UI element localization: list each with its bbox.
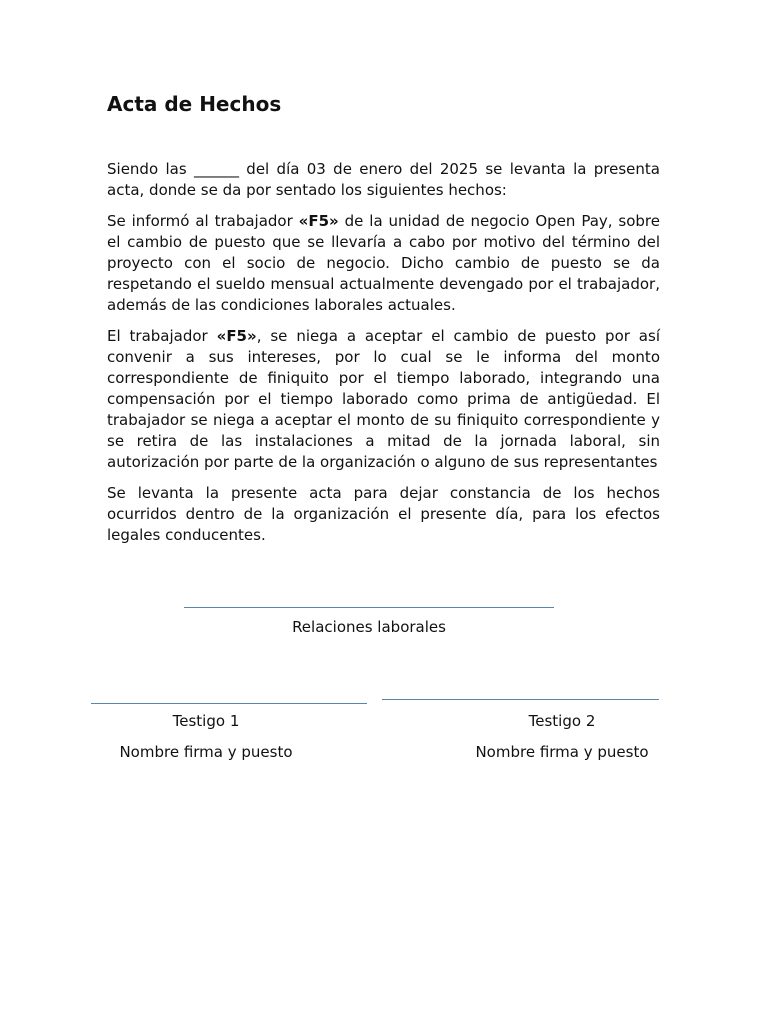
paragraph-closing: Se levanta la presente acta para dejar constancia de los hechos ocurridos dentro de la organización el presente día, para los efectos legales conducentes. (107, 484, 660, 544)
signature-line-labor-relations (184, 607, 554, 608)
signature-label-labor-relations: Relaciones laborales (292, 618, 446, 636)
document-body (107, 159, 660, 556)
employee-merge-field: «F5» (298, 212, 339, 230)
signature-line-witness-1 (91, 703, 367, 704)
paragraph-refusal-start: El trabajador (107, 327, 217, 345)
signature-label-witness-2: Testigo 2 (528, 712, 596, 730)
signature-sub-witness-2: Nombre firma y puesto (475, 743, 649, 761)
signature-sub-witness-1: Nombre firma y puesto (119, 743, 293, 761)
document-title: Acta de Hechos (107, 92, 282, 116)
employee-merge-field: «F5» (216, 327, 257, 345)
paragraph-intro: Siendo las ______ del día 03 de enero del 2025 se levanta la presenta acta, donde se da por sentado los siguientes hechos: (107, 160, 660, 199)
signature-line-witness-2 (382, 699, 659, 700)
paragraph-notification (107, 211, 660, 316)
paragraph-notification-end: de la unidad de negocio Open Pay, sobre el cambio de puesto que se llevaría a cabo por motivo del término del proyecto con el socio de negocio. Dicho cambio de puesto se da respetando el sueldo mensual actualmente devengado por el trabajador, además de las condiciones laborales actuales. (107, 212, 660, 314)
paragraph-refusal (107, 326, 660, 473)
signature-label-witness-1: Testigo 1 (172, 712, 240, 730)
paragraph-refusal-end: , se niega a aceptar el cambio de puesto por así convenir a sus intereses, por lo cual se le informa del monto correspondiente de finiquito por el tiempo laborado, integrando una compensación por el tiempo laborado como prima de antigüedad. El trabajador se niega a aceptar el monto de su finiquito correspondiente y se retira de las instalaciones a mitad de la jornada laboral, sin autorización por parte de la organización o alguno de sus representantes (107, 327, 660, 471)
paragraph-notification-start: Se informó al trabajador (107, 212, 299, 230)
